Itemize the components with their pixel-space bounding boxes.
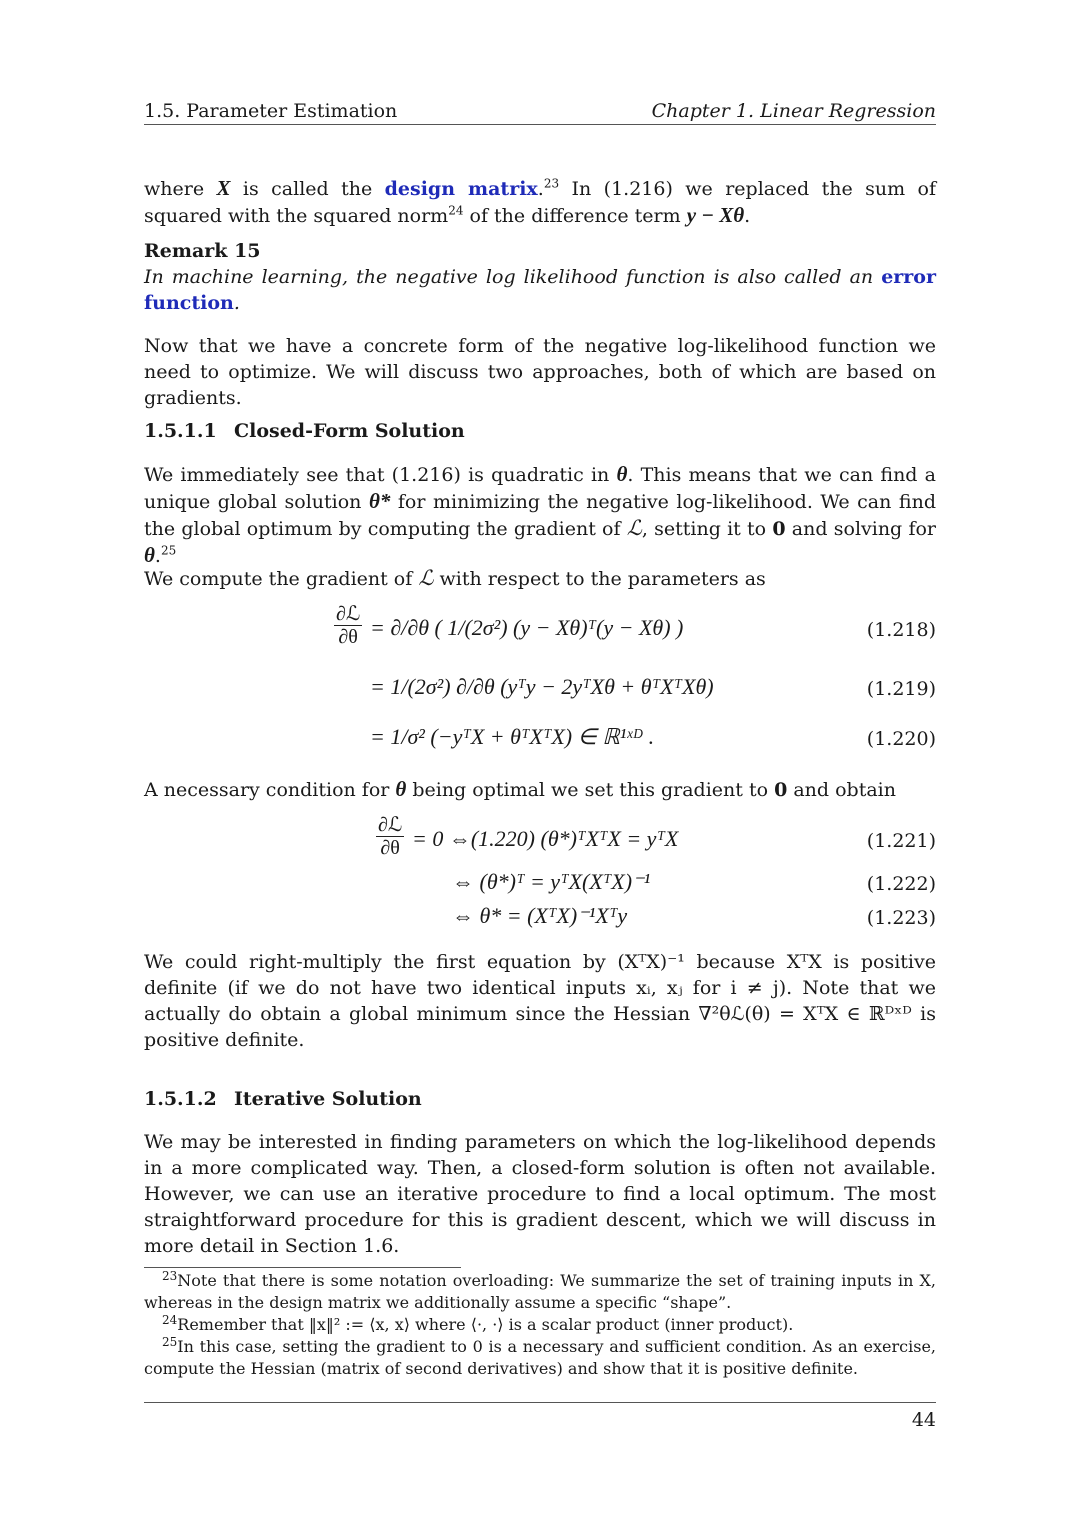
section-heading-closed-form [144, 420, 465, 442]
equation-1-221 [144, 814, 936, 859]
text: and obtain [787, 779, 896, 801]
footnote-text: Remember that ‖x‖² := ⟨x, x⟩ where ⟨·, ·⟩ is a scalar product (inner product). [177, 1315, 794, 1334]
page-number: 44 [911, 1409, 936, 1431]
equation-rhs: = 1/σ² (−yᵀX + θᵀXᵀX) ∈ ℝ¹ˣᴰ . [370, 724, 655, 749]
equation-number: (1.222) [866, 873, 936, 895]
text: of the difference term [463, 205, 687, 227]
text: We immediately see that (1.216) is quadratic in [144, 464, 617, 486]
section-title: Closed-Form Solution [234, 420, 465, 442]
equation-rhs: ⇔ θ* = (XᵀX)⁻¹Xᵀy [452, 903, 628, 928]
header-section: 1.5. Parameter Estimation [144, 100, 398, 122]
footer-divider [144, 1402, 936, 1403]
footnote-25 [144, 1336, 936, 1380]
math: X [216, 176, 231, 200]
equation-rhs: = 1/(2σ²) ∂/∂θ (yᵀy − 2yᵀXθ + θᵀXᵀXθ) [370, 674, 714, 699]
equation-1-220 [144, 716, 936, 756]
math: 0 [774, 779, 788, 801]
running-header [144, 100, 936, 125]
text: , setting it to [641, 518, 773, 540]
equation-rhs: = ∂/∂θ ( 1/(2σ²) (y − Xθ)ᵀ(y − Xθ) ) [370, 615, 684, 640]
footnote-23 [144, 1270, 936, 1314]
text: . [744, 205, 751, 227]
text: . [537, 178, 544, 200]
remark-15 [144, 238, 936, 316]
paragraph-necessary-condition [144, 776, 936, 803]
error-function-link[interactable]: error function [144, 266, 936, 314]
paragraph-quadratic [144, 461, 936, 569]
section-title: Iterative Solution [234, 1088, 422, 1110]
fraction [376, 814, 404, 859]
text: for minimizing the negative log-likelihood. We can find the global optimum by computing the gradient of [144, 491, 936, 540]
math: ℒ [418, 566, 434, 590]
text: . This means that we can find a unique global solution [144, 464, 936, 513]
text: . [233, 292, 240, 314]
denominator: ∂θ [338, 626, 358, 648]
paragraph-right-multiply: We could right-multiply the first equation by (XᵀX)⁻¹ because XᵀX is positive definite (if we do not have two identical inputs xᵢ, xⱼ for i ≠ j). Note that we actually do obtain a global minimum since the Hessian ∇²θℒ(θ) = XᵀX ∈ ℝᴰˣᴰ is positive definite. [144, 951, 936, 1051]
remark-text: In machine learning, the negative log likelihood function is also called an [144, 266, 882, 288]
equation-number: (1.218) [866, 619, 936, 641]
denominator: ∂θ [380, 837, 400, 859]
footnotes [144, 1270, 936, 1380]
footnote-number: 23 [162, 1268, 178, 1283]
math: ℒ [626, 516, 642, 540]
design-matrix-link[interactable]: design matrix [384, 178, 538, 200]
footnote-number: 24 [162, 1312, 178, 1327]
text: with respect to the parameters as [433, 568, 766, 590]
math: 0 [772, 518, 786, 540]
text: A necessary condition for [144, 779, 396, 801]
math: y − Xθ [686, 203, 745, 227]
footnote-text: Note that there is some notation overloading: We summarize the set of training inputs in X, whereas in the design matrix we additionally assume a specific “shape”. [144, 1271, 936, 1312]
text: . [154, 545, 161, 567]
equation-1-223 [144, 895, 936, 935]
section-heading-iterative [144, 1088, 422, 1110]
math: θ [616, 462, 628, 486]
math: θ [144, 543, 155, 567]
footnote-text: In this case, setting the gradient to 0 is a necessary and sufficient condition. As an exercise, compute the Hessian (matrix of second derivatives) and show that it is positive definite. [144, 1337, 936, 1378]
equation-number: (1.219) [866, 678, 936, 700]
numerator: ∂ℒ [336, 603, 361, 625]
fraction [334, 603, 362, 648]
remark-title: Remark 15 [144, 240, 261, 262]
text: where [144, 178, 217, 200]
equation-rhs: = 0 ⇔(1.220) (θ*)ᵀXᵀX = yᵀX [412, 826, 679, 851]
numerator: ∂ℒ [378, 814, 403, 836]
header-chapter: Chapter 1. Linear Regression [651, 100, 936, 122]
footnote-ref-25[interactable]: 25 [160, 543, 177, 558]
math: θ* [368, 489, 391, 513]
section-number: 1.5.1.1 [144, 420, 217, 442]
equation-number: (1.223) [866, 907, 936, 929]
paragraph-design-matrix [144, 175, 936, 229]
text: In (1.216) we replaced the sum of squared with the squared norm [144, 178, 936, 227]
footnote-divider [144, 1267, 461, 1268]
text: is called the [230, 178, 385, 200]
equation-number: (1.220) [866, 728, 936, 750]
footnote-ref-23[interactable]: 23 [543, 176, 560, 191]
footnote-number: 25 [162, 1334, 178, 1349]
text: being optimal we set this gradient to [406, 779, 775, 801]
footnote-ref-24[interactable]: 24 [448, 203, 464, 218]
paragraph-iterative: We may be interested in finding parameters on which the log-likelihood depends in a more complicated way. Then, a closed-form solution is often not available. However, we can use an iterative procedure to find a local optimum. The most straightforward procedure for this is gradient descent, which we will discuss in more detail in Section 1.6. [144, 1131, 936, 1257]
equation-number: (1.221) [866, 830, 936, 852]
paragraph-compute-gradient [144, 565, 936, 592]
text: We compute the gradient of [144, 568, 419, 590]
equation-1-219 [144, 666, 936, 706]
section-number: 1.5.1.2 [144, 1088, 217, 1110]
footnote-24 [144, 1314, 936, 1336]
equation-rhs: ⇔ (θ*)ᵀ = yᵀX(XᵀX)⁻¹ [452, 869, 651, 894]
text: and solving for [785, 518, 937, 540]
equation-1-218 [144, 603, 936, 648]
paragraph-approaches: Now that we have a concrete form of the negative log-likelihood function we need to optimize. We will discuss two approaches, both of which are based on gradients. [144, 335, 936, 409]
math: θ [395, 777, 407, 801]
